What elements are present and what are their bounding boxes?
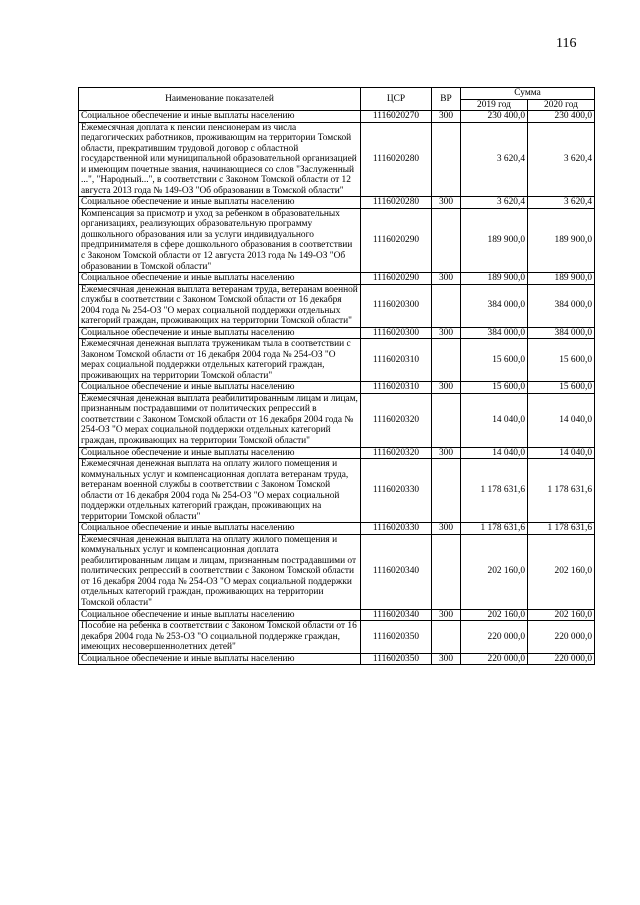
cell-vr (432, 393, 461, 447)
table-row (79, 327, 595, 339)
cell-2020: 189 900,0 (528, 273, 595, 285)
cell-2020: 3 620,4 (528, 122, 595, 197)
cell-vr: 300 (432, 609, 461, 621)
table-row (79, 284, 595, 327)
cell-2019: 15 600,0 (461, 382, 528, 394)
cell-csr: 1116020320 (361, 447, 432, 459)
cell-2019: 202 160,0 (461, 609, 528, 621)
cell-2020: 3 620,4 (528, 197, 595, 209)
cell-2020: 220 000,0 (528, 621, 595, 654)
cell-2019: 202 160,0 (461, 534, 528, 609)
table-row (79, 339, 595, 382)
header-name: Наименование показателей (79, 88, 361, 111)
cell-2019: 3 620,4 (461, 197, 528, 209)
cell-name: Социальное обеспечение и иные выплаты населению (79, 523, 361, 535)
header-vr: ВР (432, 88, 461, 111)
cell-csr: 1116020350 (361, 653, 432, 665)
cell-2019: 14 040,0 (461, 447, 528, 459)
cell-csr: 1116020290 (361, 273, 432, 285)
cell-2019: 384 000,0 (461, 284, 528, 327)
table-row (79, 122, 595, 197)
cell-2020: 15 600,0 (528, 382, 595, 394)
cell-name: Ежемесячная денежная выплата труженикам тыла в соответствии с Законом Томской области от 16 декабря 2004 года № 254-ОЗ "О мерах социальной поддержки отдельных категорий граждан, проживающих на территории Томской области" (79, 339, 361, 382)
cell-2019: 220 000,0 (461, 653, 528, 665)
cell-name: Социальное обеспечение и иные выплаты населению (79, 382, 361, 394)
table-header (79, 88, 595, 111)
header-csr: ЦСР (361, 88, 432, 111)
cell-2019: 189 900,0 (461, 208, 528, 272)
cell-vr (432, 534, 461, 609)
budget-table (78, 87, 595, 665)
header-sum: Сумма (461, 88, 595, 100)
cell-2020: 384 000,0 (528, 284, 595, 327)
table-body (79, 111, 595, 665)
table-row (79, 534, 595, 609)
cell-vr: 300 (432, 327, 461, 339)
cell-2019: 15 600,0 (461, 339, 528, 382)
cell-vr: 300 (432, 447, 461, 459)
cell-vr: 300 (432, 382, 461, 394)
cell-name: Социальное обеспечение и иные выплаты населению (79, 653, 361, 665)
cell-vr: 300 (432, 111, 461, 123)
cell-2019: 384 000,0 (461, 327, 528, 339)
cell-csr: 1116020270 (361, 111, 432, 123)
cell-vr: 300 (432, 653, 461, 665)
cell-name: Социальное обеспечение и иные выплаты населению (79, 197, 361, 209)
cell-name: Ежемесячная денежная выплата ветеранам труда, ветеранам военной службы в соответствии с Законом Томской области от 16 декабря 2004 года № 254-ОЗ "О мерах социальной поддержки отдельных категорий граждан, проживающих на территории Томской области" (79, 284, 361, 327)
cell-vr (432, 208, 461, 272)
cell-name: Ежемесячная денежная выплата реабилитированным лицам и лицам, признанным пострадавшими от политических репрессий в соответствии с Законом Томской области от 16 декабря 2004 года № 254-ОЗ "О мерах социальной поддержки отдельных категорий граждан, проживающих на территории Томской области" (79, 393, 361, 447)
table-row (79, 447, 595, 459)
cell-vr (432, 284, 461, 327)
table-row (79, 523, 595, 535)
cell-2020: 14 040,0 (528, 447, 595, 459)
cell-name: Социальное обеспечение и иные выплаты населению (79, 111, 361, 123)
table-row (79, 609, 595, 621)
table-row (79, 111, 595, 123)
header-year-2019: 2019 год (461, 99, 528, 111)
table-row (79, 393, 595, 447)
cell-csr: 1116020300 (361, 327, 432, 339)
cell-2020: 230 400,0 (528, 111, 595, 123)
cell-name: Социальное обеспечение и иные выплаты населению (79, 273, 361, 285)
cell-name: Ежемесячная денежная выплата на оплату жилого помещения и коммунальных услуг и компенсационная доплата ветеранам труда, ветеранам военной службы в соответствии с Законом Томской области от 16 декабря 2004 года № 254-ОЗ "О мерах социальной поддержки отдельных категорий граждан, проживающих на территории Томской области" (79, 459, 361, 523)
table-row (79, 653, 595, 665)
cell-csr: 1116020300 (361, 284, 432, 327)
cell-2020: 189 900,0 (528, 208, 595, 272)
cell-vr (432, 122, 461, 197)
cell-csr: 1116020280 (361, 122, 432, 197)
cell-2019: 1 178 631,6 (461, 523, 528, 535)
cell-2020: 202 160,0 (528, 609, 595, 621)
table-row (79, 273, 595, 285)
cell-vr (432, 621, 461, 654)
cell-name: Ежемесячная доплата к пенсии пенсионерам из числа педагогических работников, проживающим на территории Томской области, прекратившим трудовой договор с областной государственной или муниципальной образовательной организацией и имеющим почетные звания, начинающиеся со слов "Заслуженный ...", "Народный...", в соответствии с Законом Томской области от 12 августа 2013 года № 149-ОЗ "Об образовании в Томской области" (79, 122, 361, 197)
cell-csr: 1116020320 (361, 393, 432, 447)
cell-name: Компенсация за присмотр и уход за ребенком в образовательных организациях, реализующих образовательную программу дошкольного образования или за услуги индивидуального предпринимателя в сфере дошкольного образования в соответствии с Законом Томской области от 12 августа 2013 года № 149-ОЗ "Об образовании в Томской области" (79, 208, 361, 272)
cell-csr: 1116020330 (361, 459, 432, 523)
table-row (79, 382, 595, 394)
cell-vr: 300 (432, 197, 461, 209)
cell-csr: 1116020350 (361, 621, 432, 654)
cell-2020: 14 040,0 (528, 393, 595, 447)
cell-2020: 15 600,0 (528, 339, 595, 382)
cell-csr: 1116020330 (361, 523, 432, 535)
cell-csr: 1116020340 (361, 609, 432, 621)
cell-2020: 384 000,0 (528, 327, 595, 339)
cell-csr: 1116020310 (361, 339, 432, 382)
table-row (79, 459, 595, 523)
cell-name: Пособие на ребенка в соответствии с Законом Томской области от 16 декабря 2004 года № 253-ОЗ "О социальной поддержке граждан, имеющих несовершеннолетних детей" (79, 621, 361, 654)
cell-name: Социальное обеспечение и иные выплаты населению (79, 447, 361, 459)
cell-2019: 189 900,0 (461, 273, 528, 285)
cell-2019: 14 040,0 (461, 393, 528, 447)
cell-2019: 230 400,0 (461, 111, 528, 123)
cell-csr: 1116020340 (361, 534, 432, 609)
cell-vr (432, 459, 461, 523)
cell-2020: 1 178 631,6 (528, 459, 595, 523)
cell-name: Ежемесячная денежная выплата на оплату жилого помещения и коммунальных услуг и компенсационная доплата реабилитированным лицам и лицам, признанным пострадавшими от политических репрессий в соответствии с Законом Томской области от 16 декабря 2004 года № 254-ОЗ "О мерах социальной поддержки отдельных категорий граждан, проживающих на территории Томской области" (79, 534, 361, 609)
cell-csr: 1116020290 (361, 208, 432, 272)
table-row (79, 621, 595, 654)
page-number: 116 (556, 36, 577, 51)
cell-csr: 1116020310 (361, 382, 432, 394)
table-row (79, 197, 595, 209)
cell-2020: 220 000,0 (528, 653, 595, 665)
table-row (79, 208, 595, 272)
cell-name: Социальное обеспечение и иные выплаты населению (79, 609, 361, 621)
cell-2019: 3 620,4 (461, 122, 528, 197)
cell-2019: 1 178 631,6 (461, 459, 528, 523)
cell-vr (432, 339, 461, 382)
cell-2020: 202 160,0 (528, 534, 595, 609)
header-year-2020: 2020 год (528, 99, 595, 111)
cell-vr: 300 (432, 523, 461, 535)
cell-csr: 1116020280 (361, 197, 432, 209)
cell-name: Социальное обеспечение и иные выплаты населению (79, 327, 361, 339)
cell-2019: 220 000,0 (461, 621, 528, 654)
cell-vr: 300 (432, 273, 461, 285)
cell-2020: 1 178 631,6 (528, 523, 595, 535)
